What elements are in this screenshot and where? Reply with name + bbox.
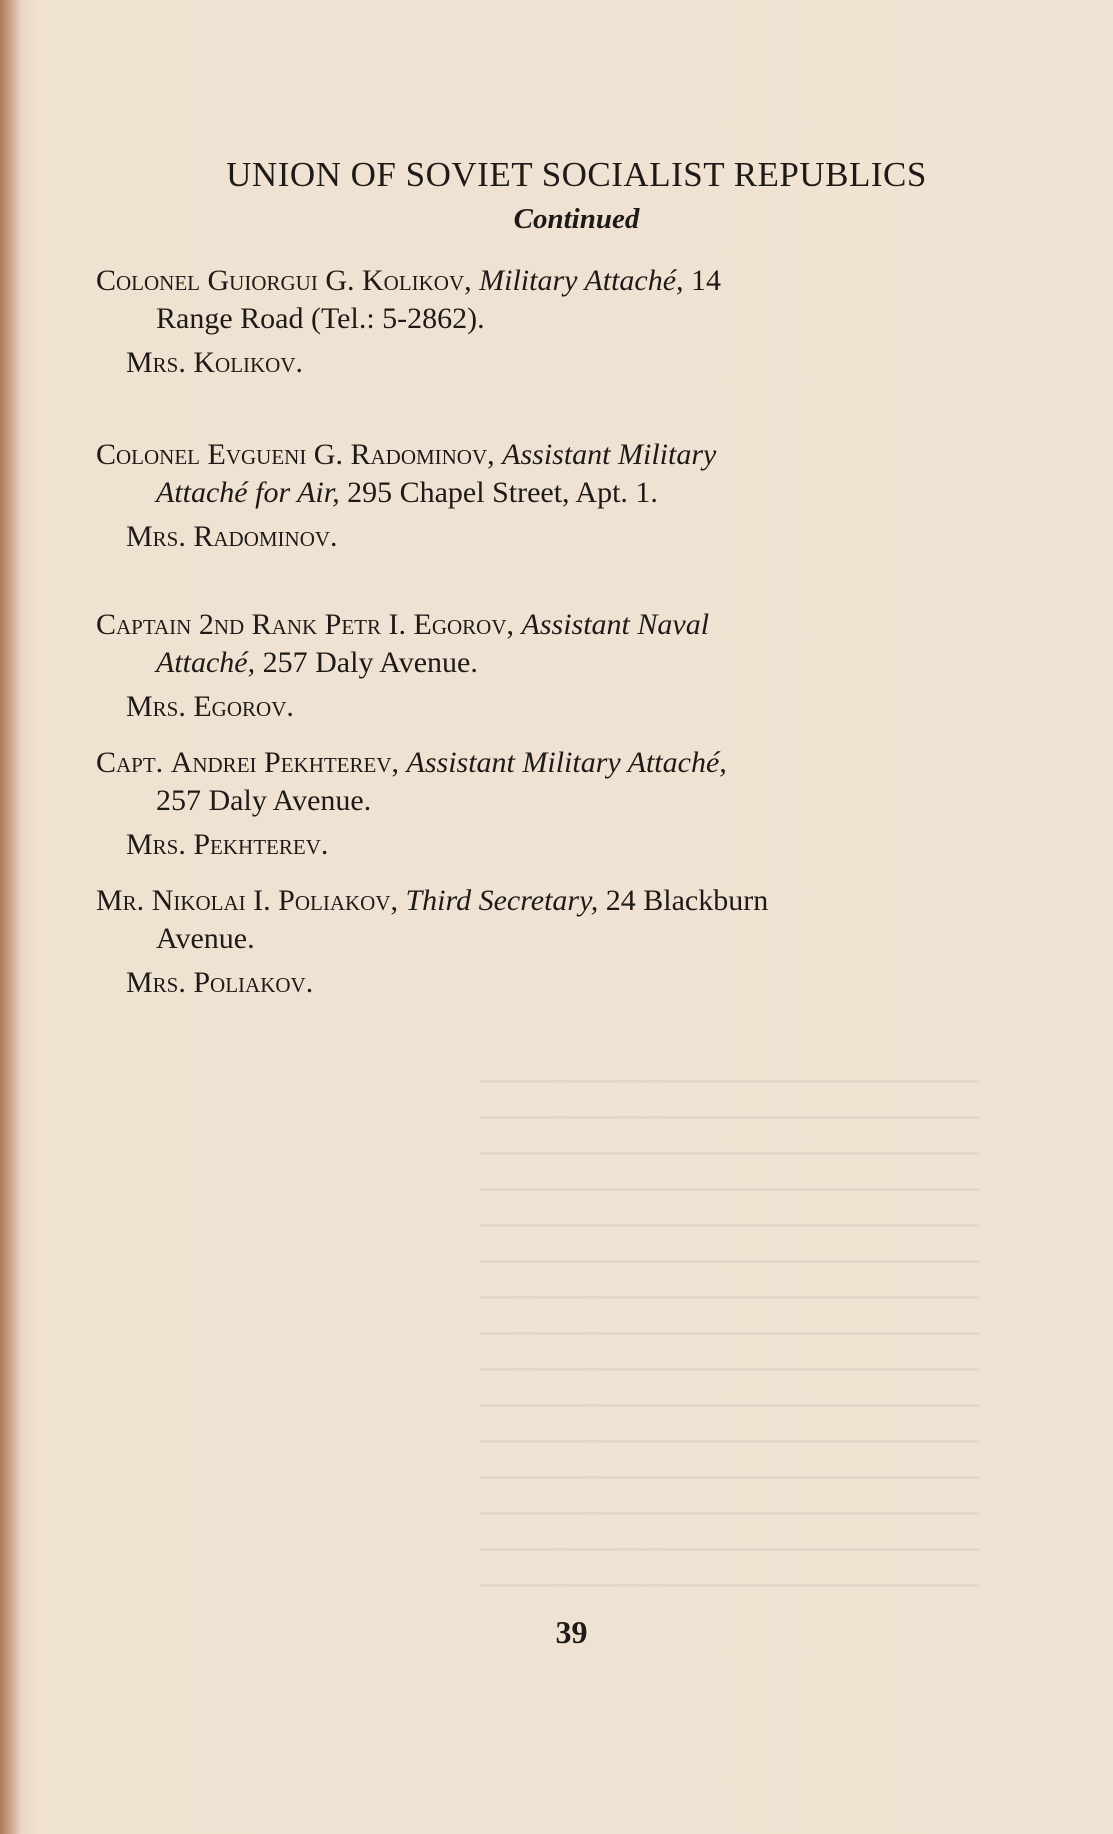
entry-pekhterev bbox=[96, 744, 986, 864]
entry-name: Nikolai I. Poliakov, bbox=[151, 884, 398, 917]
entry-address: 257 Daly Avenue. bbox=[262, 646, 478, 679]
section-title: UNION OF SOVIET SOCIALIST REPUBLICS bbox=[226, 155, 927, 194]
entry-spouse: Mrs. Egorov. bbox=[126, 690, 294, 723]
entry-rank: Colonel bbox=[96, 264, 200, 297]
bleed-through-text bbox=[480, 1080, 980, 1600]
entry-role: Military Attaché, bbox=[479, 264, 684, 297]
entry-rank: Mr. bbox=[96, 884, 145, 917]
entry-line bbox=[96, 882, 986, 920]
entry-role: Assistant Naval bbox=[521, 608, 710, 641]
entry-rank: Colonel bbox=[96, 438, 200, 471]
entry-line-continued bbox=[156, 644, 986, 682]
binding-gutter bbox=[0, 0, 22, 1834]
page-number: 39 bbox=[555, 1614, 588, 1650]
entry-spouse: Mrs. Radominov. bbox=[126, 520, 338, 553]
entry-kolikov bbox=[96, 262, 986, 382]
entry-address-continued: Range Road (Tel.: 5-2862). bbox=[156, 302, 485, 335]
entry-address: 24 Blackburn bbox=[605, 884, 769, 917]
entry-poliakov bbox=[96, 882, 986, 1002]
entry-rank: Capt. bbox=[96, 746, 164, 779]
entry-name: Petr I. Egorov, bbox=[324, 608, 515, 641]
entry-spouse: Mrs. Kolikov. bbox=[126, 346, 304, 379]
entry-name: Evgueni G. Radominov, bbox=[207, 438, 495, 471]
entry-address: 295 Chapel Street, Apt. 1. bbox=[347, 476, 658, 509]
entry-line bbox=[96, 436, 986, 474]
entry-role-continued: Attaché for Air, bbox=[156, 476, 340, 509]
entry-line-continued bbox=[156, 474, 986, 512]
entry-role-continued: Attaché, bbox=[156, 646, 256, 679]
entry-address-continued: Avenue. bbox=[156, 922, 255, 955]
entry-spouse: Mrs. Pekhterev. bbox=[126, 828, 329, 861]
entry-line bbox=[96, 744, 986, 782]
entry-line bbox=[96, 262, 986, 300]
entry-role: Third Secretary, bbox=[405, 884, 599, 917]
entry-name: Andrei Pekhterev, bbox=[170, 746, 400, 779]
entry-line bbox=[96, 606, 986, 644]
entry-address: 14 bbox=[691, 264, 722, 297]
entry-spouse: Mrs. Poliakov. bbox=[126, 966, 314, 999]
entry-rank: Captain 2nd Rank bbox=[96, 608, 318, 641]
entry-role: Assistant Military bbox=[502, 438, 717, 471]
entry-address: 257 Daly Avenue. bbox=[156, 784, 372, 817]
entry-role: Assistant Military Attaché, bbox=[406, 746, 727, 779]
entry-radominov bbox=[96, 436, 986, 556]
entry-name: Guiorgui G. Kolikov, bbox=[207, 264, 472, 297]
section-subtitle: Continued bbox=[513, 203, 640, 235]
entry-egorov bbox=[96, 606, 986, 726]
